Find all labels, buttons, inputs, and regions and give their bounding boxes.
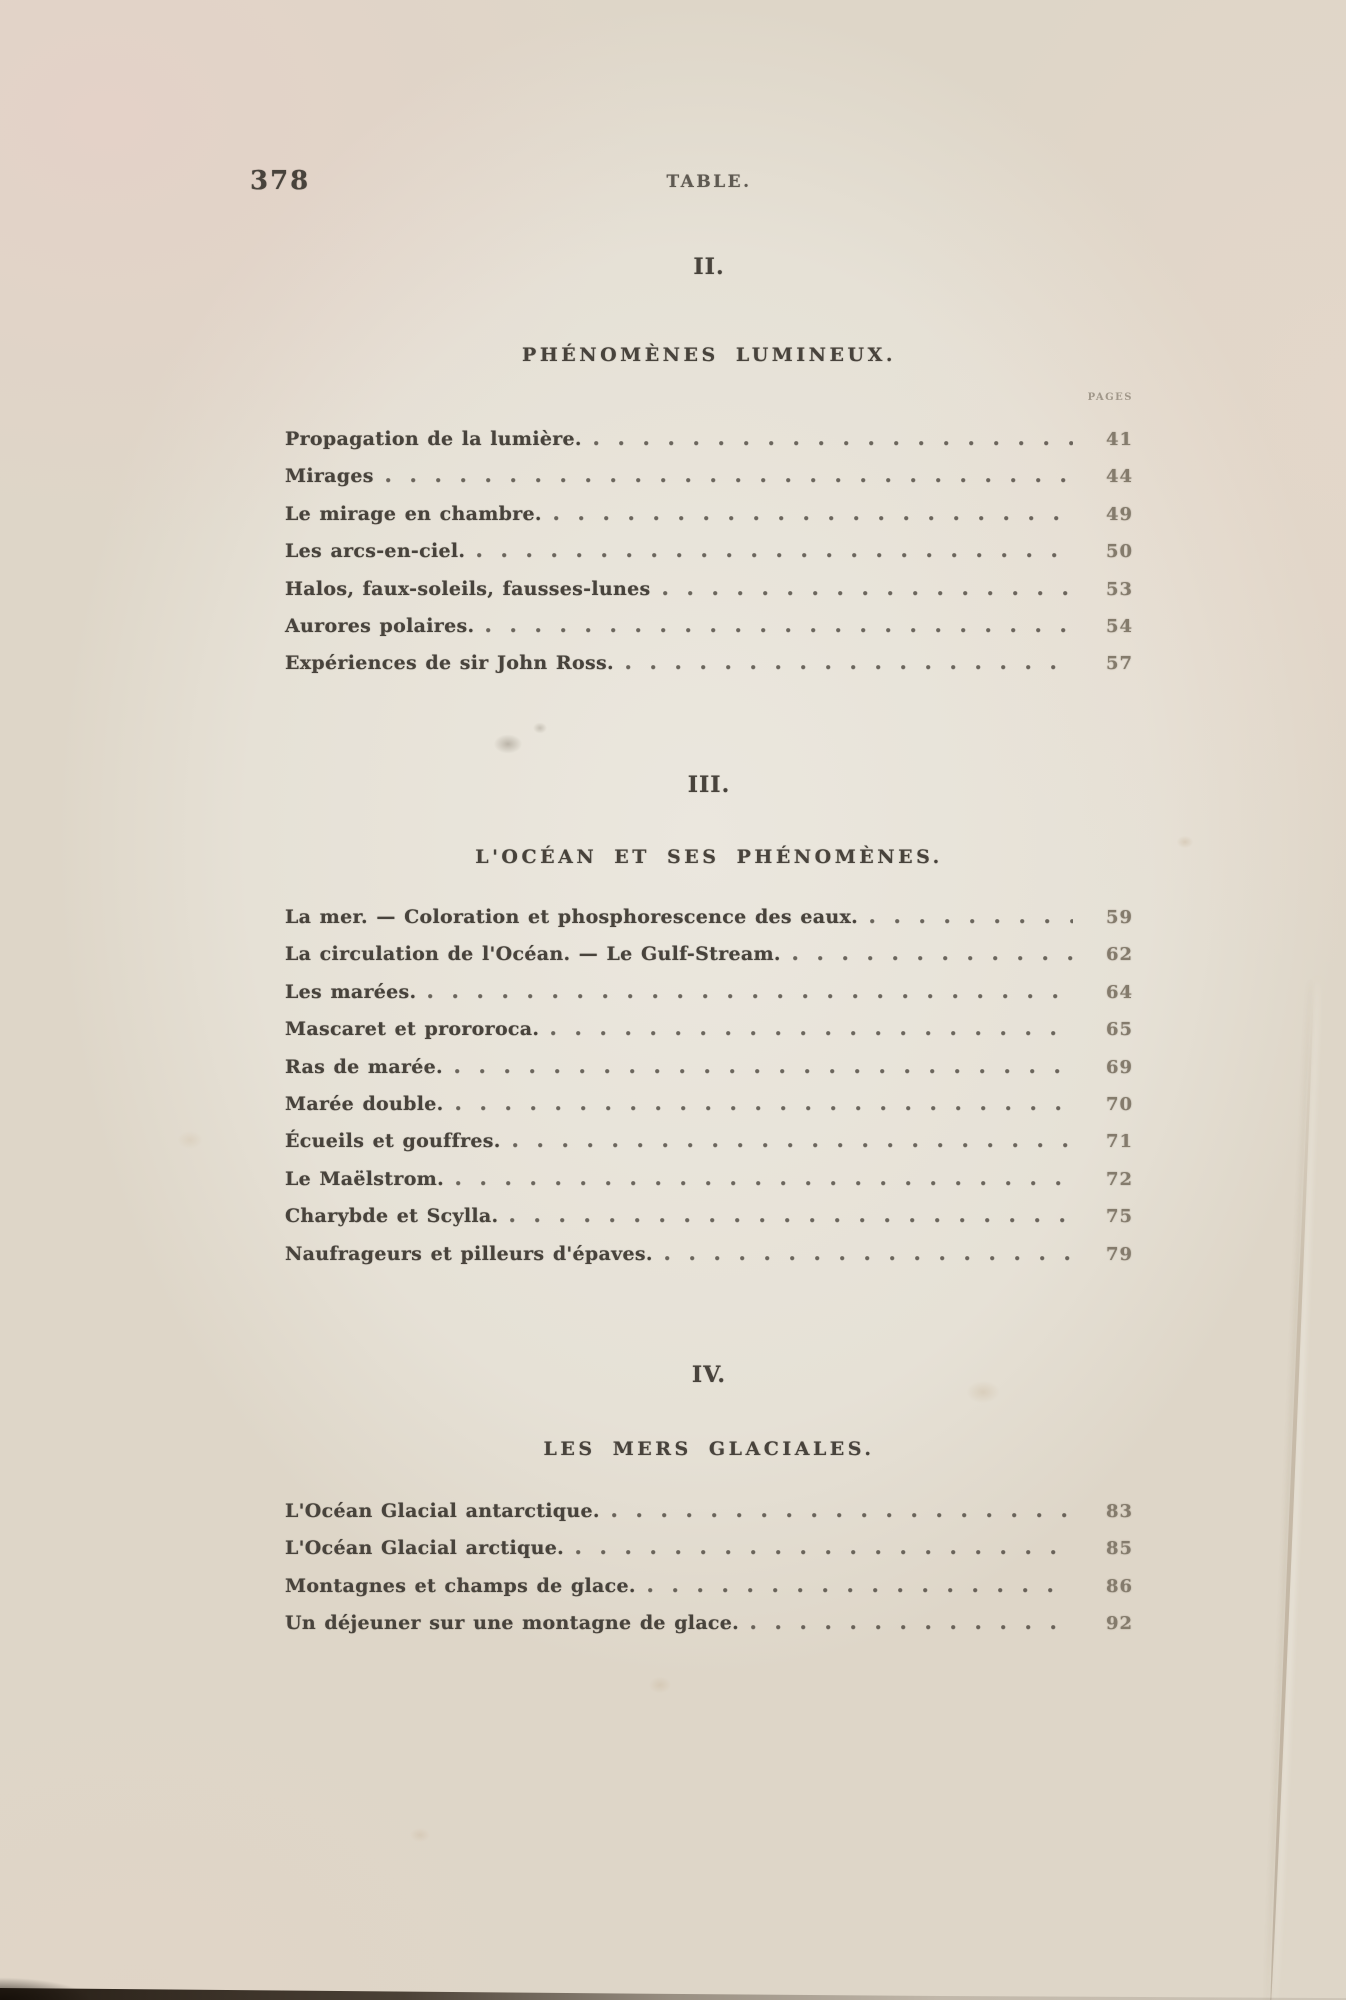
dot-leader xyxy=(456,1181,1073,1186)
entry-label: La mer. — Coloration et phosphorescence des eaux. xyxy=(285,906,858,928)
entry-label: L'Océan Glacial arctique. xyxy=(285,1537,564,1560)
entry-label: Les arcs-en-ciel. xyxy=(285,540,466,563)
entry-label: Propagation de la lumière. xyxy=(285,428,582,450)
section-iv-toc-list xyxy=(285,1500,1133,1650)
entry-page-number: 83 xyxy=(1105,1501,1133,1522)
dot-leader xyxy=(455,1069,1073,1074)
entry-label: Ras de marée. xyxy=(285,1055,443,1078)
entry-page-number: 50 xyxy=(1105,541,1133,563)
entry-label: Aurores polaires. xyxy=(285,614,475,637)
entry-label: Marée double. xyxy=(285,1092,444,1115)
dot-leader xyxy=(612,1513,1073,1518)
dot-leader xyxy=(477,553,1073,558)
toc-entry xyxy=(285,1018,1133,1055)
toc-entry xyxy=(285,1500,1133,1537)
entry-label: Écueils et gouffres. xyxy=(285,1130,501,1153)
section-iii-toc-list xyxy=(285,906,1133,1280)
entry-page-number: 59 xyxy=(1105,907,1133,928)
entry-page-number: 70 xyxy=(1105,1093,1133,1115)
dot-leader xyxy=(870,919,1073,924)
dot-leader xyxy=(551,1031,1073,1036)
toc-entry xyxy=(285,1612,1133,1649)
toc-entry xyxy=(285,1056,1133,1093)
section-ii-title: PHÉNOMÈNES LUMINEUX. xyxy=(522,344,896,366)
dot-leader xyxy=(456,1106,1073,1111)
dot-leader xyxy=(751,1625,1073,1630)
entry-page-number: 65 xyxy=(1105,1019,1133,1041)
toc-entry xyxy=(285,906,1133,943)
toc-entry xyxy=(285,503,1133,540)
entry-label: La circulation de l'Océan. — Le Gulf-Stream. xyxy=(285,943,781,966)
page-folio-number: 378 xyxy=(250,166,311,196)
entry-page-number: 53 xyxy=(1105,578,1133,600)
toc-entry xyxy=(285,1168,1133,1205)
entry-page-number: 41 xyxy=(1105,429,1133,450)
dot-leader xyxy=(513,1143,1073,1148)
bottom-edge-shadow xyxy=(0,1984,1346,2000)
running-title: TABLE. xyxy=(666,172,752,192)
toc-entry xyxy=(285,615,1133,652)
dot-leader xyxy=(663,591,1074,596)
dot-leader xyxy=(576,1550,1073,1555)
pages-column-label: PAGES xyxy=(1087,392,1133,403)
toc-entry xyxy=(285,1575,1133,1612)
entry-page-number: 64 xyxy=(1105,981,1133,1003)
entry-label: Expériences de sir John Ross. xyxy=(285,652,614,675)
toc-entry xyxy=(285,1205,1133,1242)
entry-label: Charybde et Scylla. xyxy=(285,1205,499,1228)
entry-page-number: 86 xyxy=(1105,1575,1133,1597)
entry-page-number: 62 xyxy=(1105,944,1133,966)
section-ii-toc-list xyxy=(285,428,1133,690)
dot-leader xyxy=(648,1588,1073,1593)
toc-entry xyxy=(285,428,1133,465)
toc-entry xyxy=(285,540,1133,577)
paper-crease xyxy=(1268,980,1315,2000)
entry-label: Le mirage en chambre. xyxy=(285,502,542,525)
dot-leader xyxy=(510,1218,1073,1223)
toc-entry xyxy=(285,1537,1133,1574)
dot-leader xyxy=(594,441,1073,446)
entry-label: L'Océan Glacial antarctique. xyxy=(285,1500,600,1522)
entry-label: Un déjeuner sur une montagne de glace. xyxy=(285,1612,740,1635)
entry-page-number: 79 xyxy=(1105,1243,1133,1265)
toc-entry xyxy=(285,981,1133,1018)
toc-entry xyxy=(285,1093,1133,1130)
section-iii-numeral: III. xyxy=(687,772,731,798)
entry-label: Naufrageurs et pilleurs d'épaves. xyxy=(285,1242,653,1265)
toc-entry xyxy=(285,1243,1133,1280)
entry-label: Mirages xyxy=(285,465,374,488)
entry-page-number: 69 xyxy=(1105,1056,1133,1078)
dot-leader xyxy=(554,516,1073,521)
section-iv-numeral: IV. xyxy=(691,1362,727,1388)
dot-leader xyxy=(665,1256,1073,1261)
toc-entry xyxy=(285,1130,1133,1167)
dot-leader xyxy=(793,956,1073,961)
section-iii-title: L'OCÉAN ET SES PHÉNOMÈNES. xyxy=(475,846,943,868)
bottom-left-corner-shadow xyxy=(0,1974,120,2000)
section-iv-title: LES MERS GLACIALES. xyxy=(543,1438,875,1460)
toc-entry xyxy=(285,943,1133,980)
entry-label: Le Maëlstrom. xyxy=(285,1167,444,1190)
entry-page-number: 72 xyxy=(1105,1168,1133,1190)
entry-label: Montagnes et champs de glace. xyxy=(285,1574,636,1597)
dot-leader xyxy=(626,665,1073,670)
toc-entry xyxy=(285,652,1133,689)
dot-leader xyxy=(428,994,1073,999)
entry-page-number: 49 xyxy=(1105,503,1133,525)
dot-leader xyxy=(486,628,1073,633)
entry-page-number: 75 xyxy=(1105,1206,1133,1228)
entry-page-number: 57 xyxy=(1105,653,1133,675)
entry-page-number: 71 xyxy=(1105,1131,1133,1153)
entry-label: Halos, faux-soleils, fausses-lunes xyxy=(285,577,651,600)
entry-page-number: 85 xyxy=(1105,1538,1133,1560)
toc-entry xyxy=(285,465,1133,502)
dot-leader xyxy=(386,478,1073,483)
toc-entry xyxy=(285,578,1133,615)
entry-page-number: 54 xyxy=(1105,615,1133,637)
entry-page-number: 44 xyxy=(1105,466,1133,488)
entry-label: Les marées. xyxy=(285,980,417,1003)
section-ii-numeral: II. xyxy=(693,254,725,280)
entry-page-number: 92 xyxy=(1105,1613,1133,1635)
entry-label: Mascaret et prororoca. xyxy=(285,1018,540,1041)
